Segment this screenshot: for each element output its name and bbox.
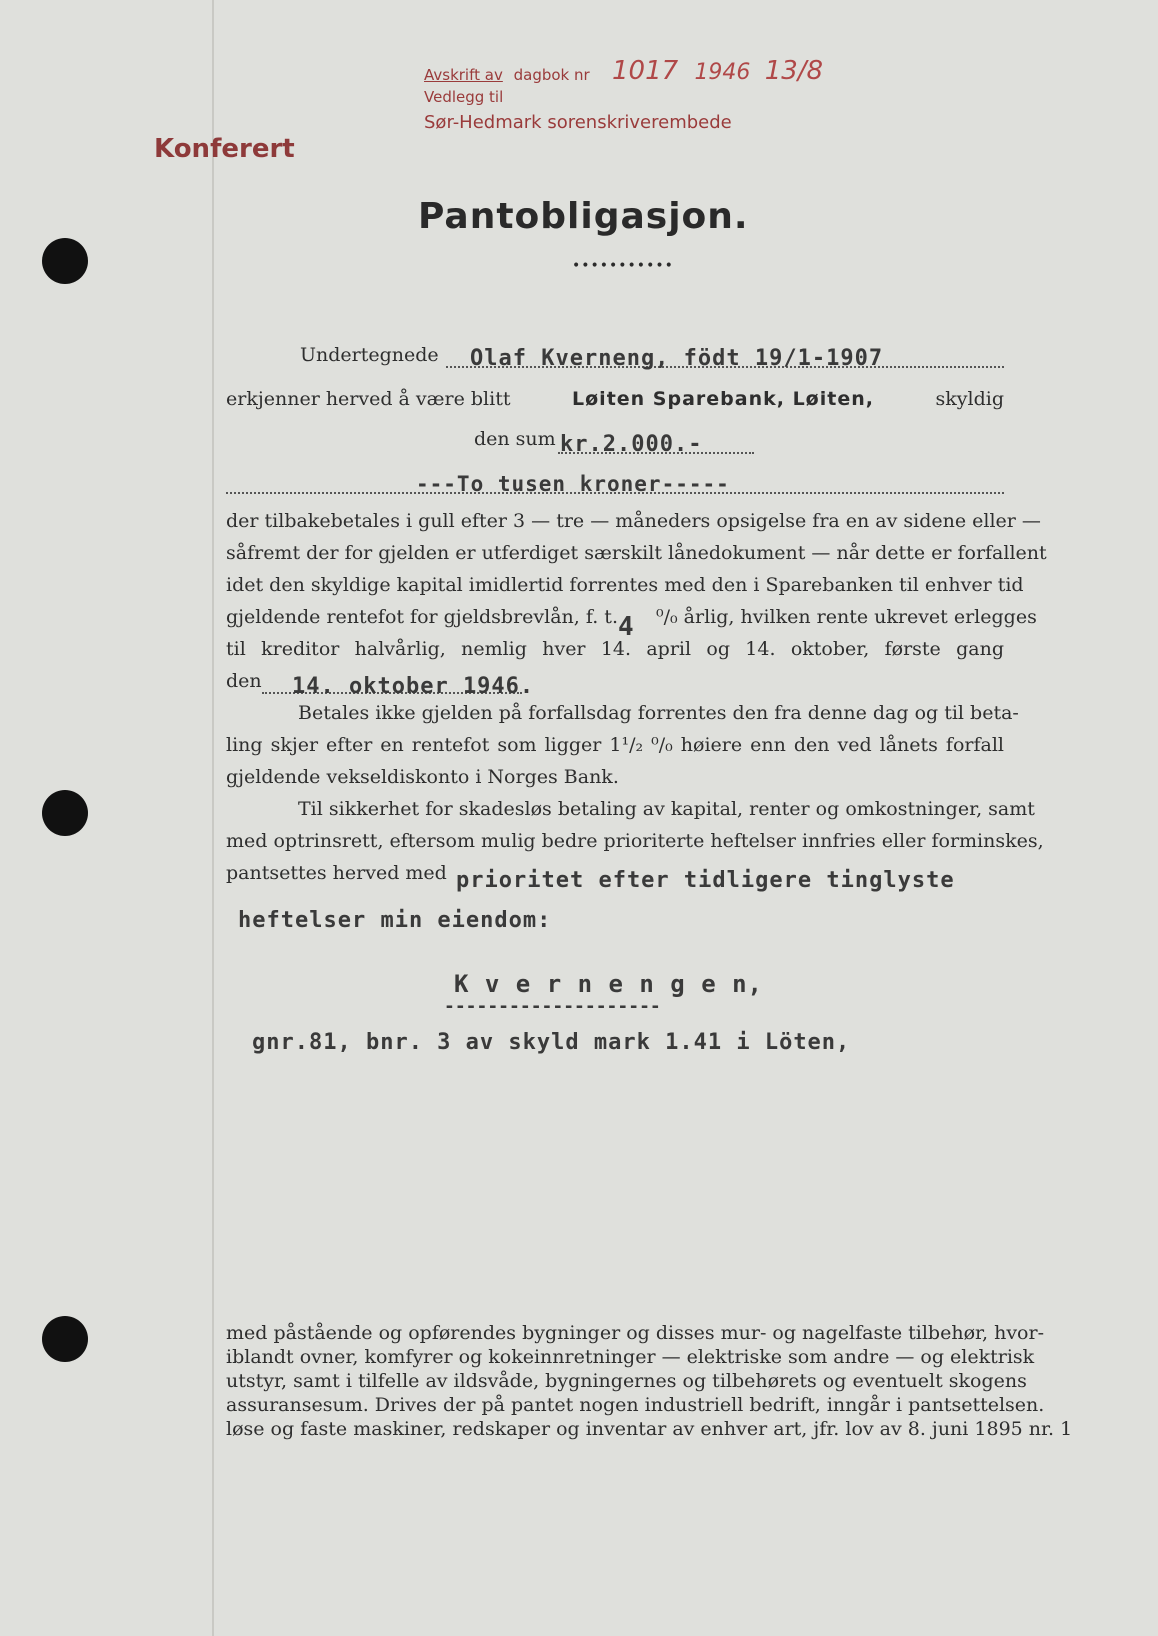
stamp-court: Sør-Hedmark sorenskriverembede: [424, 112, 732, 133]
sum-value: kr.2.000.-: [560, 432, 703, 457]
debtor-name: Olaf Kverneng, födt 19/1-1907: [470, 346, 884, 371]
clause-line: løse og faste maskiner, redskaper og inventar av enhver art, jfr. lov av 8. juni 1895 nr. 1: [226, 1418, 1073, 1440]
stamp-konferert: Konferert: [154, 134, 295, 164]
pant-typed-2: heftelser min eiendom:: [238, 908, 552, 933]
undertegnede-label: Undertegnede: [300, 344, 439, 366]
first-date-label: den: [226, 670, 262, 692]
rate-pre: gjeldende rentefot for gjeldsbrevlån, f. t.: [226, 606, 618, 628]
sum-words: ---To tusen kroner-----: [416, 472, 730, 496]
property-name: K v e r n e n g e n,: [454, 970, 763, 998]
document-title: Pantobligasjon.: [418, 196, 749, 237]
punch-hole-icon: [42, 790, 88, 836]
property-description: gnr.81, bnr. 3 av skyld mark 1.41 i Löten,: [252, 1030, 851, 1055]
clause-line: iblandt ovner, komfyrer og kokeinnretninger — elektriske som andre — og elektrisk: [226, 1346, 1035, 1368]
clause-line: såfremt der for gjelden er utferdiget særskilt lånedokument — når dette er forfallent: [226, 542, 1047, 564]
clause-line: Betales ikke gjelden på forfallsdag forrentes den fra denne dag og til beta-: [298, 702, 1019, 724]
property-rule: --------------------: [444, 996, 661, 1017]
clause-line: med optrinsrett, eftersom mulig bedre prioriterte heftelser innfries eller forminskes,: [226, 830, 1044, 852]
stamp-vedlegg: Vedlegg til: [424, 88, 504, 106]
clause-line: med påstående og opførendes bygninger og disses mur- og nagelfaste tilbehør, hvor-: [226, 1322, 1044, 1344]
punch-hole-icon: [42, 238, 88, 284]
clause-line: assuransesum. Drives der på pantet nogen industriell bedrift, inngår i pantsettelsen.: [226, 1394, 1045, 1416]
bank-name: Løiten Sparebank, Løiten,: [572, 388, 874, 410]
title-ornament: •••••••••••: [572, 258, 674, 274]
clause-line: utstyr, samt i tilfelle av ildsvåde, bygningernes og tilbehørets og eventuelt skogens: [226, 1370, 1027, 1392]
sum-label: den sum: [474, 428, 556, 450]
clause-line: der tilbakebetales i gull efter 3 — tre — måneders opsigelse fra en av sidene eller —: [226, 510, 1041, 532]
bank-line: erkjenner herved å være blitt Løiten Sparebank, Løiten, skyldig: [226, 388, 1004, 410]
rate-value: 4: [618, 612, 635, 642]
punch-hole-icon: [42, 1316, 88, 1362]
pant-typed-1: prioritet efter tidligere tinglyste: [456, 868, 955, 893]
stamp-handwritten-number: 1017 1946 13/8: [612, 56, 824, 86]
margin-line: [212, 0, 214, 1636]
stamp-avskrift: Avskrift av dagbok nr: [424, 66, 590, 84]
pant-label: pantsettes herved med: [226, 862, 447, 884]
clause-line: idet den skyldige kapital imidlertid forrentes med den i Sparebanken til enhver tid: [226, 574, 1024, 596]
rate-post: ⁰/₀ årlig, hvilken rente ukrevet erlegges: [656, 606, 1037, 628]
clause-line: Til sikkerhet for skadesløs betaling av kapital, renter og omkostninger, samt: [298, 798, 1035, 820]
first-date: 14. oktober 1946.: [292, 674, 535, 699]
clause-line: ling skjer efter en rentefot som ligger 1¹/₂ ⁰/₀ høiere enn den ved lånets forfall: [226, 734, 1004, 756]
clause-line: til kreditor halvårlig, nemlig hver 14. april og 14. oktober, første gang: [226, 638, 1004, 660]
clause-line: gjeldende vekseldiskonto i Norges Bank.: [226, 766, 619, 788]
